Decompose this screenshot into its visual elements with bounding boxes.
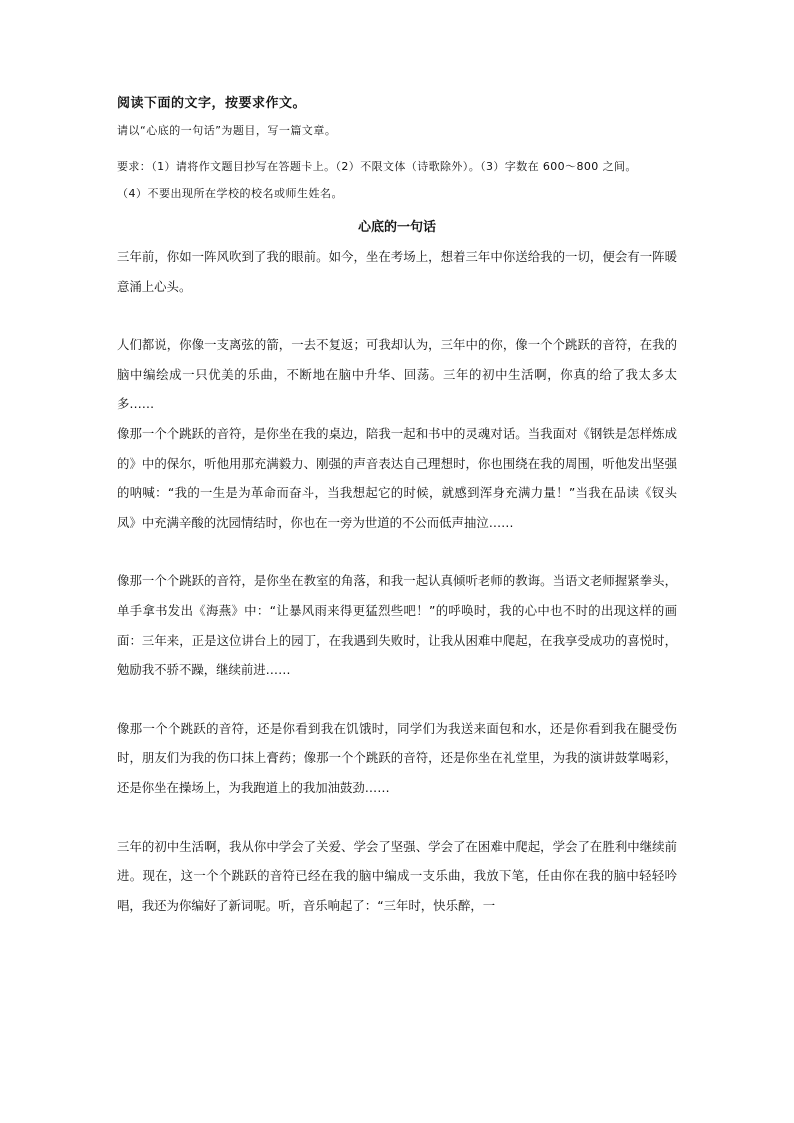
- document-page: [117, 96, 677, 920]
- essay-title: 心底的一句话: [357, 220, 436, 235]
- essay-paragraph-1: 三年前，你如一阵风吹到了我的眼前。如今，坐在考场上，想着三年中你送给我的一切，便会有一阵暖意涌上心头。: [117, 249, 677, 294]
- requirements-text: 要求：（1）请将作文题目抄写在答题卡上。（2）不限文体（诗歌除外）。（3）字数在 600～800 之间。: [117, 160, 637, 173]
- essay-paragraph-4: 像那一个个跳跃的音符，是你坐在教室的角落，和我一起认真倾听老师的教诲。当语文老师握紧拳头，单手拿书发出《海燕》中：“让暴风雨来得更猛烈些吧！”的呼唤时，我的心中也不时的出现这样的画面：三年来，正是这位讲台上的园丁，在我遇到失败时，让我从困难中爬起，在我享受成功的喜悦时，勉励我不骄不躁，继续前进……: [117, 573, 677, 678]
- essay-paragraph-6: 三年的初中生活啊，我从你中学会了关爱、学会了坚强、学会了在困难中爬起，学会了在胜利中继续前进。现在，这一个个跳跃的音符已经在我的脑中编成一支乐曲，我放下笔，任由你在我的脑中轻轻吟唱，我还为你编好了新词呢。听，音乐响起了：“三年时，快乐醉，一: [117, 838, 677, 913]
- essay-paragraph-2: 人们都说，你像一支离弦的箭，一去不复返；可我却认为，三年中的你，像一个个跳跃的音符，在我的脑中编绘成一只优美的乐曲，不断地在脑中升华、回荡。三年的初中生活啊，你真的给了我太多太多……: [117, 337, 677, 412]
- essay-paragraph-3: 像那一个个跳跃的音符，是你坐在我的桌边，陪我一起和书中的灵魂对话。当我面对《钢铁是怎样炼成的》中的保尔，听他用那充满毅力、刚强的声音表达自己理想时，你也围绕在我的周围，听他发出坚强的呐喊：“我的一生是为革命而奋斗，当我想起它的时候，就感到浑身充满力量！”当我在品读《钗头凤》中充满辛酸的沈园情结时，你也在一旁为世道的不公而低声抽泣……: [117, 425, 677, 530]
- instruction-heading: 阅读下面的文字，按要求作文。: [117, 96, 307, 111]
- requirements-note: （4）不要出现所在学校的校名或师生姓名。: [117, 187, 343, 200]
- essay-prompt: 请以“心底的一句话”为题目，写一篇文章。: [117, 124, 337, 137]
- essay-paragraph-5: 像那一个个跳跃的音符，还是你看到我在饥饿时，同学们为我送来面包和水，还是你看到我在腿受伤时，朋友们为我的伤口抹上膏药；像那一个个跳跃的音符，还是你坐在礼堂里，为我的演讲鼓掌喝彩，还是你坐在操场上，为我跑道上的我加油鼓劲……: [117, 720, 677, 795]
